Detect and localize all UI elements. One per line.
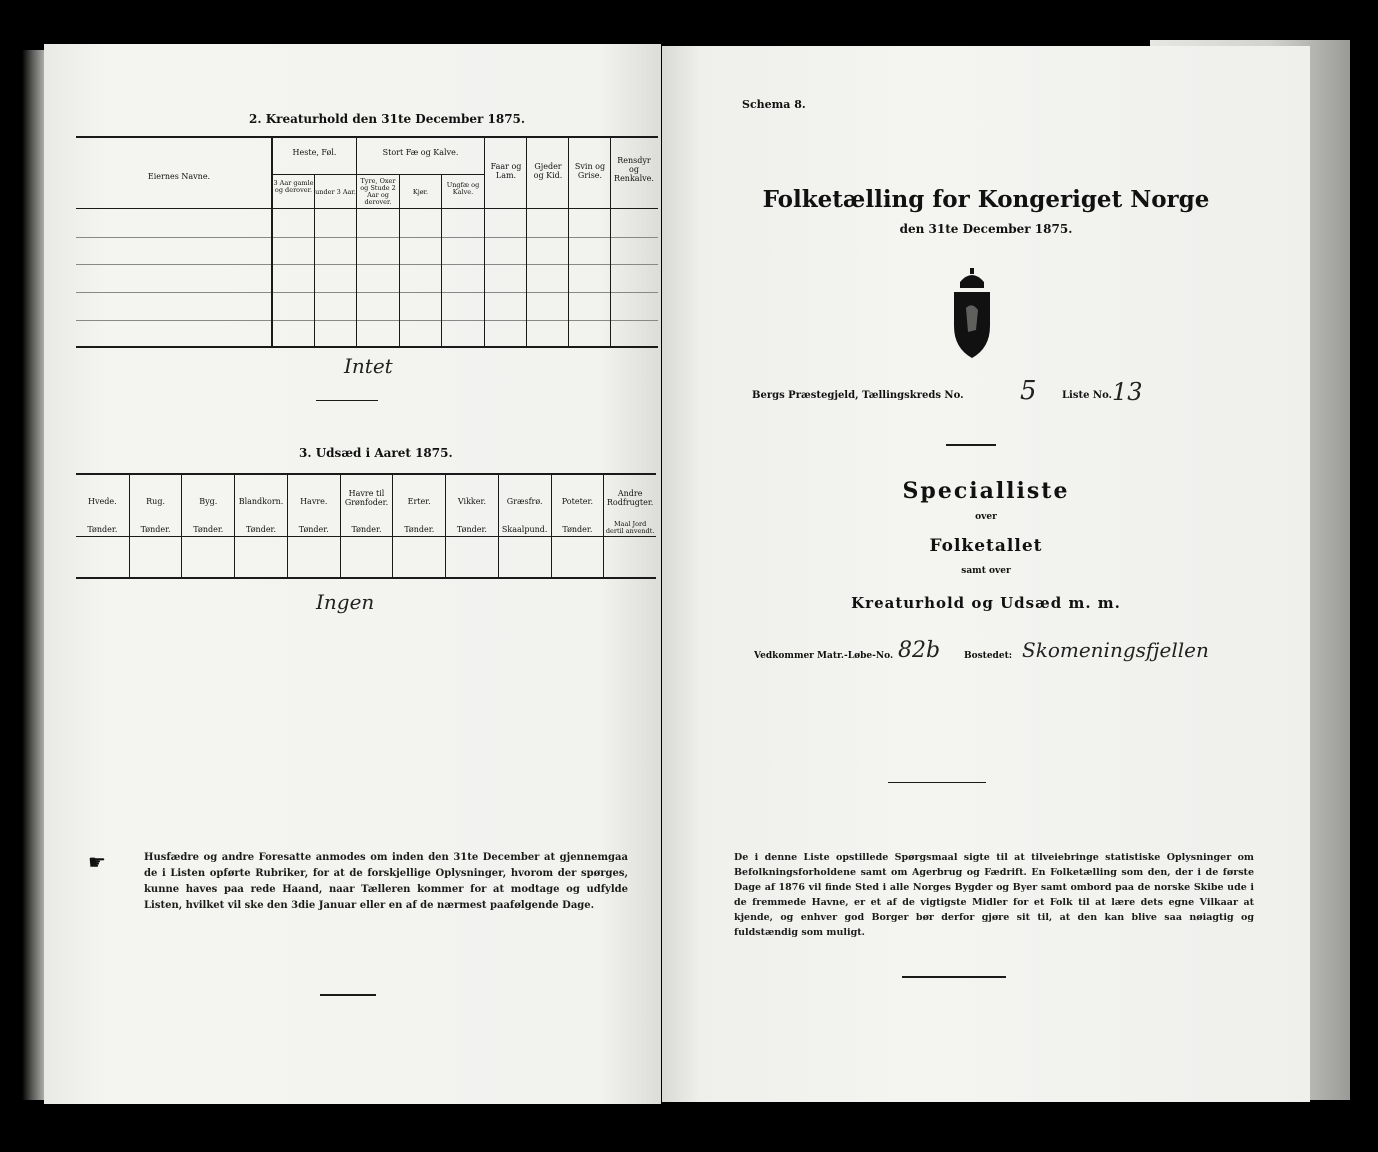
seed-column-name: Andre Rodfrugter. <box>606 489 654 507</box>
census-title: Folketælling for Kongeriget Norge <box>762 186 1210 213</box>
seed-column-name: Erter. <box>407 497 431 506</box>
section3-heading: 3. Udsæd i Aaret 1875. <box>299 446 453 460</box>
district-number: 5 <box>1020 376 1037 406</box>
bosted-value: Skomeningsfjellen <box>1022 638 1209 662</box>
seed-column <box>445 475 498 577</box>
over-label-1: over <box>975 512 997 522</box>
norwegian-coat-of-arms-icon <box>950 268 994 360</box>
seed-column-name: Blandkorn. <box>238 497 284 506</box>
seed-column <box>234 475 287 577</box>
sub-bulls: Tyre, Oxer og Stude 2 Aar og derover. <box>360 177 396 206</box>
list-label: Liste No. <box>1062 390 1113 401</box>
seed-column <box>498 475 551 577</box>
kreaturhold-label: Kreaturhold og Udsæd m. m. <box>851 594 1121 612</box>
handwritten-none-seed: Ingen <box>316 590 375 614</box>
col-sheep: Faar og Lam. <box>490 162 522 180</box>
seed-column-name: Havre. <box>300 497 328 506</box>
seed-column-unit: Tønder. <box>456 525 487 534</box>
seed-column-name: Rug. <box>146 497 165 506</box>
seed-column-name: Hvede. <box>88 497 117 506</box>
right-notice: De i denne Liste opstillede Spørgsmaal sigte til at tilveiebringe statistiske Oplysninger om Befolkningsforholdene samt om Agerbrug og Fædrift. En Folketælling som den, der i de første Dage af 1876 vil finde Sted i alle Norges Bygder og Byer samt ombord paa de norske Skibe ude i de fremmede Havne, er et af de vigtigste Midler for et Folk til at lære dets egne Vilkaar at kjende, og enhver god Borger bør derfor gjøre sit til, at den kan blive saa nøiagtig og fuldstændig som muligt. <box>734 852 1254 938</box>
section2-heading: 2. Kreaturhold den 31te December 1875. <box>249 112 526 126</box>
samt-over-label: samt over <box>961 566 1011 576</box>
seed-column-unit: Maal Jord dertil anvendt. <box>605 520 655 535</box>
seed-column <box>181 475 234 577</box>
right-page <box>662 46 1310 1102</box>
seed-column <box>392 475 445 577</box>
seed-column-unit: Tønder. <box>298 525 329 534</box>
seed-table <box>76 475 656 577</box>
left-page <box>44 44 661 1104</box>
col-pigs: Svin og Grise. <box>574 162 606 180</box>
seed-column-unit: Tønder. <box>404 525 435 534</box>
seed-column-unit: Tønder. <box>87 525 118 534</box>
group-horses: Heste, Føl. <box>292 148 337 157</box>
schema-label: Schema 8. <box>742 98 806 111</box>
col-reindeer: Rensdyr og Renkalve. <box>614 156 654 183</box>
pointing-hand-icon: ☛ <box>88 850 106 874</box>
seed-column-unit: Skaalpund. <box>501 525 548 534</box>
seed-column-name: Græsfrø. <box>506 497 543 506</box>
seed-column-unit: Tønder. <box>246 525 277 534</box>
sub-horses-young: under 3 Aar. <box>315 188 356 196</box>
col-owner-names: Eiernes Navne. <box>147 172 211 181</box>
folketallet-label: Folketallet <box>929 536 1043 556</box>
seed-column <box>551 475 604 577</box>
seed-column-name: Vikker. <box>457 497 486 506</box>
census-date: den 31te December 1875. <box>899 222 1073 236</box>
left-notice: Husfædre og andre Foresatte anmodes om inden den 31te December at gjennemgaa de i Listen opførte Rubriker, for at de forskjellige Oplysninger, hvorom der spørges, kunne haves paa rede Haand, naar Tælleren kommer for at modtage og udfylde Listen, hvilket vil ske den 3die Januar eller en af de nærmest paafølgende Dage. <box>144 852 628 911</box>
specialliste-title: Specialliste <box>902 478 1070 504</box>
seed-column-unit: Tønder. <box>562 525 593 534</box>
seed-column-name: Havre til Grønfoder. <box>344 489 389 507</box>
group-cattle: Stort Fæ og Kalve. <box>382 148 459 157</box>
col-goats: Gjeder og Kid. <box>533 162 563 180</box>
sub-horses-old: 3 Aar gamle og derover. <box>273 179 314 194</box>
list-number: 13 <box>1112 378 1143 406</box>
seed-column-unit: Tønder. <box>351 525 382 534</box>
seed-column <box>340 475 393 577</box>
bosted-label: Bostedet: <box>964 651 1013 661</box>
handwritten-none-livestock: Intet <box>344 354 393 378</box>
matr-number: 82b <box>898 638 941 663</box>
seed-column <box>287 475 340 577</box>
sub-cows: Kjør. <box>412 188 429 196</box>
matr-label: Vedkommer Matr.-Løbe-No. <box>754 651 894 661</box>
seed-column <box>129 475 182 577</box>
seed-column-name: Byg. <box>199 497 218 506</box>
seed-column-name: Poteter. <box>561 497 594 506</box>
seed-column <box>76 475 129 577</box>
seed-column-unit: Tønder. <box>140 525 171 534</box>
seed-column-unit: Tønder. <box>193 525 224 534</box>
sub-young-cattle: Ungfæ og Kalve. <box>446 181 480 196</box>
seed-column <box>603 475 656 577</box>
parish-label: Bergs Præstegjeld, Tællingskreds No. <box>752 390 964 401</box>
